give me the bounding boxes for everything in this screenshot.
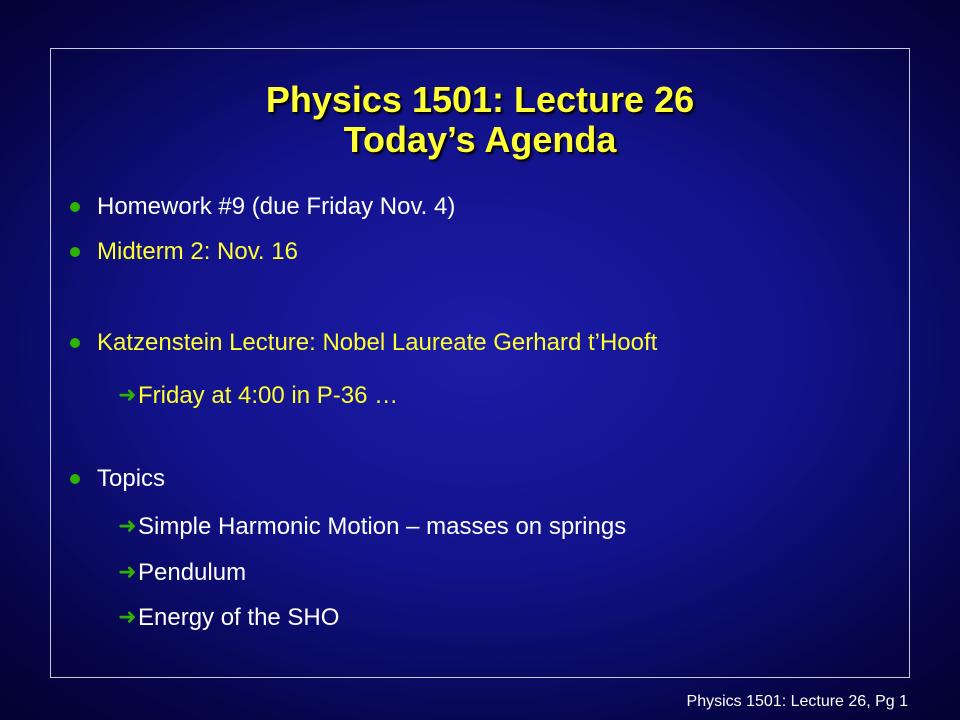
bullet-topics: Topics: [97, 465, 166, 492]
sub-item-energy: Energy of the SHO: [138, 604, 340, 631]
bullet-homework: Homework #9 (due Friday Nov. 4): [97, 193, 456, 220]
sub-item-shm: Simple Harmonic Motion – masses on springs: [138, 513, 627, 540]
title-line-1: Physics 1501: Lecture 26: [265, 79, 695, 120]
green-dot-icon: [70, 338, 80, 348]
green-arrow-icon: ➜: [118, 383, 137, 408]
slide-footer: Physics 1501: Lecture 26, Pg 1: [686, 693, 908, 710]
sub-item-friday: Friday at 4:00 in P-36 …: [138, 382, 399, 409]
green-dot-icon: [70, 247, 80, 257]
green-arrow-icon: ➜: [118, 514, 137, 539]
sub-item-pendulum: Pendulum: [138, 559, 247, 586]
bullet-midterm: Midterm 2: Nov. 16: [97, 238, 298, 265]
green-arrow-icon: ➜: [118, 605, 137, 630]
green-arrow-icon: ➜: [118, 560, 137, 585]
slide-title: [0, 80, 960, 160]
green-dot-icon: [70, 474, 80, 484]
green-dot-icon: [70, 202, 80, 212]
bullet-katzenstein: Katzenstein Lecture: Nobel Laureate Gerhard t’Hooft: [97, 329, 658, 356]
title-line-2: Today’s Agenda: [343, 119, 617, 160]
